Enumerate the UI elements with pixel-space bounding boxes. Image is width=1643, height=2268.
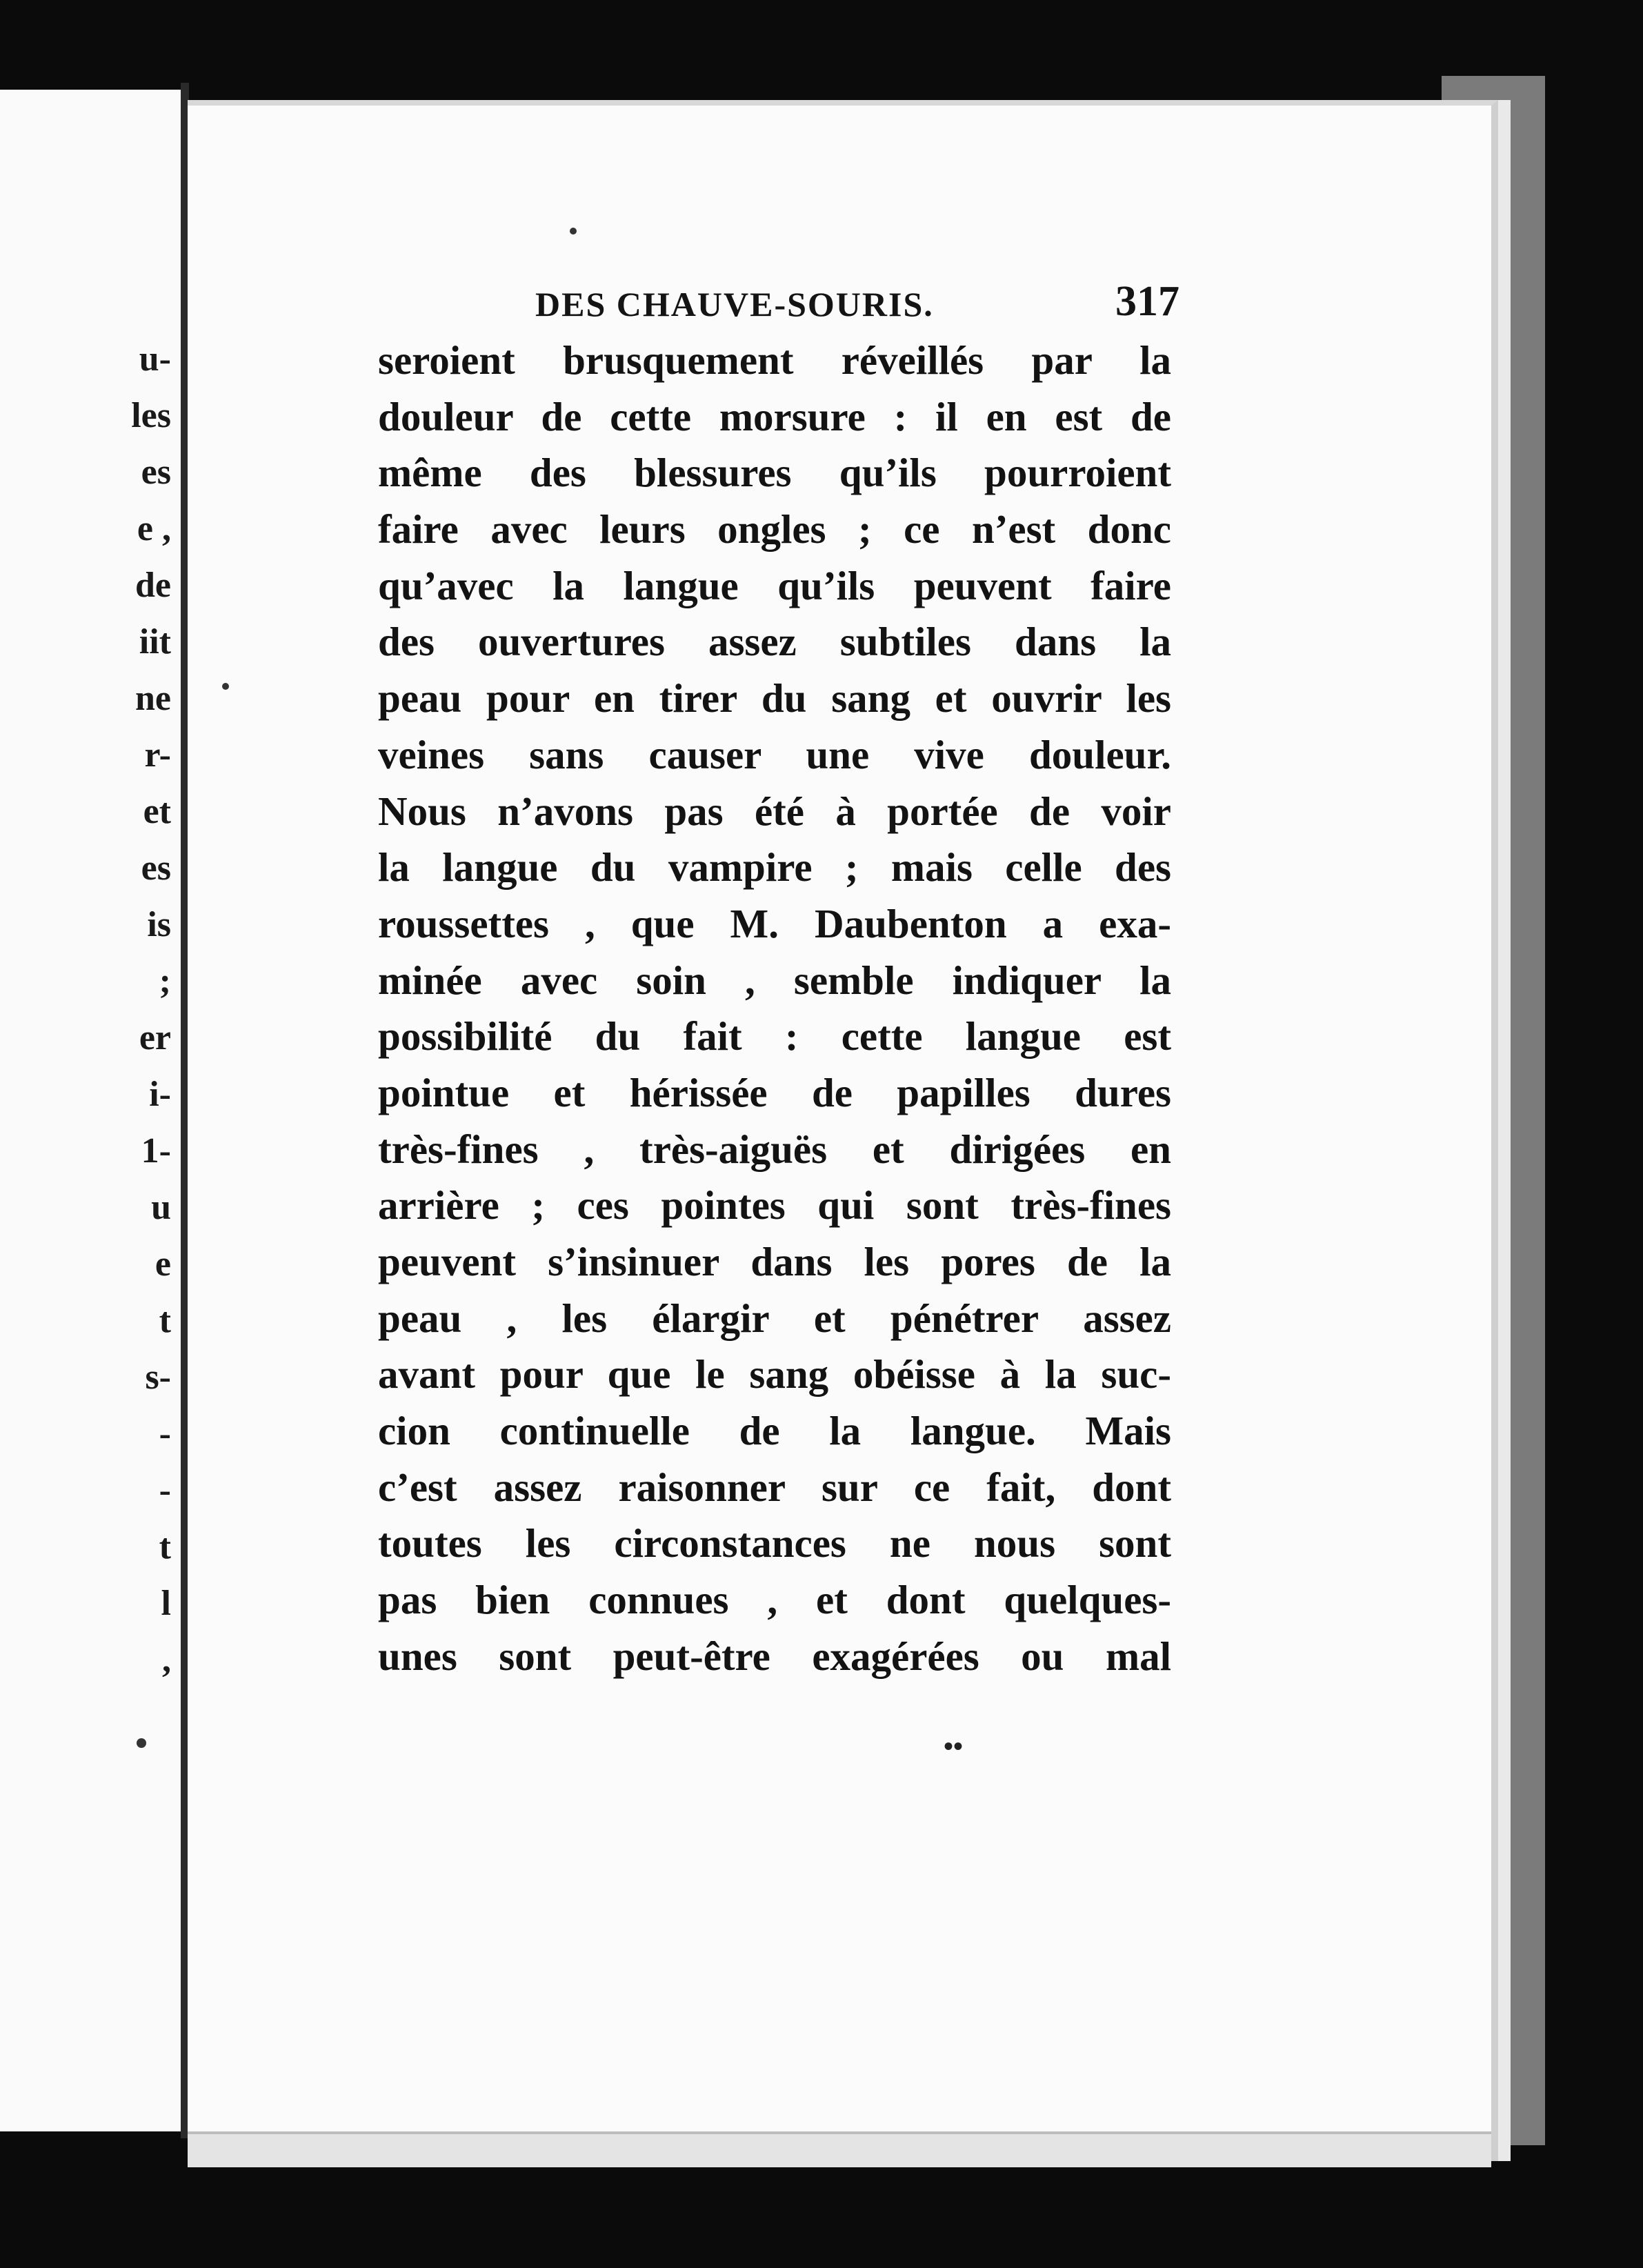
page-bottom-edge	[188, 2131, 1491, 2167]
text-line: pas bien connues , et dont quelques-	[378, 1577, 1171, 1623]
text-line: faire avec leurs ongles ; ce n’est donc	[378, 506, 1171, 553]
text-line: roussettes , que M. Daubenton a exa-	[378, 900, 1171, 946]
body-text	[378, 332, 1171, 1685]
left-edge-fragment: iit	[139, 622, 171, 662]
ink-speck	[137, 1738, 146, 1748]
left-edge-fragment: r-	[144, 735, 171, 775]
left-page	[0, 90, 185, 2131]
text-line: avant pour que le sang obéisse à la suc-	[378, 1351, 1171, 1397]
text-line: la langue du vampire ; mais celle des	[378, 844, 1171, 891]
left-edge-fragment: t	[159, 1301, 171, 1340]
text-line: cion continuelle de la langue. Mais	[378, 1408, 1171, 1454]
left-edge-fragment: es	[141, 848, 171, 888]
text-line: veines sans causer une vive douleur.	[378, 731, 1171, 777]
left-edge-fragment: ne	[135, 679, 171, 718]
text-line: douleur de cette morsure : il en est de	[378, 393, 1171, 439]
text-line: peau , les élargir et pénétrer assez	[378, 1295, 1171, 1341]
left-edge-fragment: i-	[149, 1075, 171, 1114]
page-number: 317	[1115, 278, 1179, 325]
left-edge-fragment: l	[161, 1584, 171, 1623]
left-edge-fragment: ,	[162, 1640, 171, 1680]
left-edge-fragment: e ,	[137, 509, 171, 548]
left-edge-fragment: -	[159, 1414, 171, 1453]
left-edge-fragment: et	[143, 792, 171, 831]
left-edge-fragment: ;	[159, 962, 171, 1001]
text-line: unes sont peut-être exagérées ou mal	[378, 1633, 1171, 1679]
left-edge-fragment: 1-	[141, 1131, 171, 1171]
signature-mark: ••	[944, 1731, 964, 1762]
text-line: arrière ; ces pointes qui sont très-fines	[378, 1182, 1171, 1228]
left-edge-fragment: les	[131, 396, 171, 435]
text-line: qu’avec la langue qu’ils peuvent faire	[378, 562, 1171, 608]
text-line: même des blessures qu’ils pourroient	[378, 450, 1171, 496]
text-line: Nous n’avons pas été à portée de voir	[378, 788, 1171, 834]
left-edge-fragment: es	[141, 452, 171, 492]
text-line: seroient brusquement réveillés par la	[378, 337, 1171, 383]
text-line: peuvent s’insinuer dans les pores de la	[378, 1239, 1171, 1284]
left-edge-fragment: er	[139, 1018, 171, 1057]
text-line: des ouvertures assez subtiles dans la	[378, 619, 1171, 665]
text-line: toutes les circonstances ne nous sont	[378, 1520, 1171, 1566]
ink-speck	[222, 683, 229, 690]
left-edge-fragment: -	[159, 1471, 171, 1510]
left-edge-fragment: t	[159, 1527, 171, 1566]
text-line: c’est assez raisonner sur ce fait, dont	[378, 1464, 1171, 1510]
text-line: minée avec soin , semble indiquer la	[378, 957, 1171, 1003]
text-line: pointue et hérissée de papilles dures	[378, 1069, 1171, 1115]
left-edge-fragment: e	[155, 1244, 171, 1284]
left-edge-fragment: s-	[145, 1357, 171, 1397]
text-line: peau pour en tirer du sang et ouvrir les	[378, 675, 1171, 722]
ink-speck	[570, 228, 577, 235]
running-head: DES CHAUVE-SOURIS.	[535, 285, 934, 324]
left-edge-fragment: de	[135, 566, 171, 605]
left-edge-fragment: u	[151, 1188, 171, 1227]
left-edge-fragment: u-	[139, 339, 171, 379]
left-edge-fragment: is	[147, 905, 171, 944]
left-page-edge-text	[95, 331, 171, 1689]
text-line: très-fines , très-aiguës et dirigées en	[378, 1126, 1171, 1172]
text-line: possibilité du fait : cette langue est	[378, 1013, 1171, 1060]
page-header	[535, 277, 1179, 332]
